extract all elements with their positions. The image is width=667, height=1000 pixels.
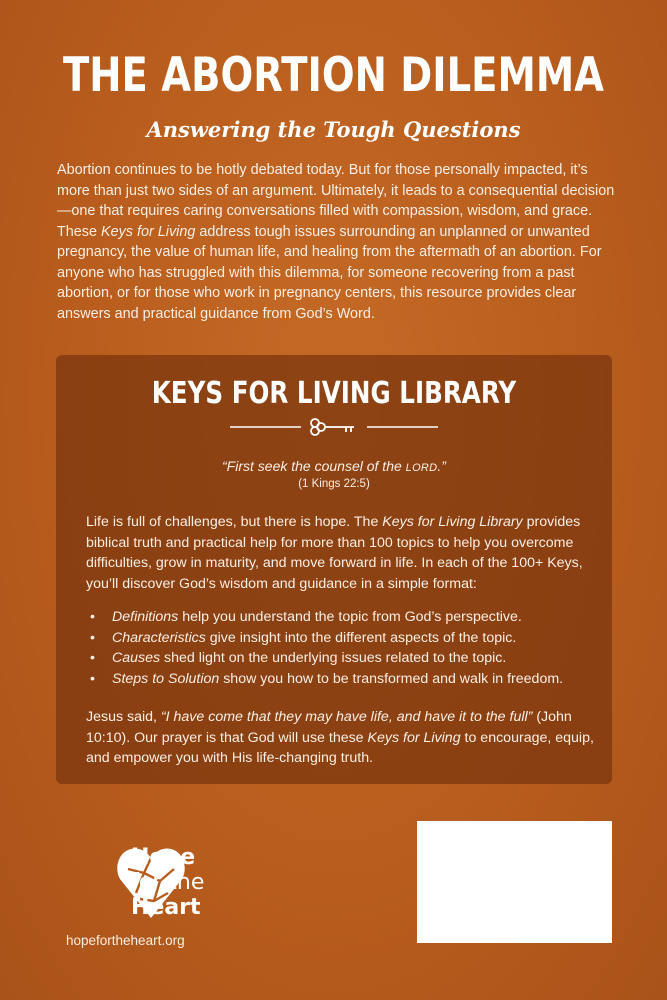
list-item-term: Definitions xyxy=(112,609,179,625)
brand-line-1: Hope xyxy=(131,845,196,870)
intro-emphasis: Keys for Living xyxy=(101,223,196,240)
library-title: KEYS FOR LIVING LIBRARY xyxy=(151,376,517,411)
closing-text-3: to encourage, equip, and empower you with His life-changing truth. xyxy=(86,729,594,766)
closing-paragraph xyxy=(86,707,606,769)
verse-quote xyxy=(56,457,612,477)
list-item-text: help you understand the topic from God’s perspective. xyxy=(178,609,522,625)
library-text-2: provides biblical truth and practical help for more than 100 topics to help you overcome difficulties, grow in maturity, and move forward in life. In each of the 100+ Keys, you’ll discover God’s wisdom and guidance in a simple format: xyxy=(86,514,583,592)
verse-lord: LORD xyxy=(405,462,438,474)
verse-text-end: .” xyxy=(437,458,446,474)
intro-text-1: Abortion continues to be hotly debated today. But for those personally impacted, it’s more than just two sides of an argument. Ultimately, it leads to a consequential decision—one that requires caring conversations filled with compassion, wisdom, and grace. These xyxy=(57,162,615,240)
closing-quote: “I have come that they may have life, and have it to the full” xyxy=(160,709,533,725)
list-item-term: Steps to Solution xyxy=(112,670,220,687)
list-item xyxy=(86,648,596,669)
list-item-term: Characteristics xyxy=(112,629,206,646)
closing-text-1: Jesus said, xyxy=(86,709,161,725)
verse-reference: (1 Kings 22:5) xyxy=(298,478,370,490)
key-ornament xyxy=(56,415,612,439)
list-item xyxy=(86,669,596,690)
list-item xyxy=(86,628,596,649)
bullet-icon: • xyxy=(90,629,95,646)
list-item-text: give insight into the different aspects of the topic. xyxy=(205,629,517,646)
website-link[interactable]: hopefortheheart.org xyxy=(66,933,185,948)
list-item xyxy=(86,607,596,628)
intro-paragraph xyxy=(57,160,617,324)
library-text-1: Life is full of challenges, but there is hope. The xyxy=(86,514,383,530)
closing-emphasis: Keys for Living xyxy=(367,729,461,746)
brand-line-3: Heart xyxy=(131,895,201,920)
list-item-text: shed light on the underlying issues related to the topic. xyxy=(160,650,507,666)
library-emphasis: Keys for Living Library xyxy=(382,514,523,530)
bullet-icon: • xyxy=(90,670,95,687)
book-subtitle: Answering the Tough Questions xyxy=(146,117,521,142)
verse-text-start: “First seek the counsel of the xyxy=(222,458,406,474)
library-description xyxy=(86,512,586,594)
list-item-text: show you how to be transformed and walk in freedom. xyxy=(219,670,564,687)
brand-line-2: for the xyxy=(131,870,205,895)
book-title: THE ABORTION DILEMMA xyxy=(62,48,605,103)
barcode-area xyxy=(417,821,612,943)
library-panel xyxy=(56,355,612,784)
intro-text-2: address tough issues surrounding an unplanned or unwanted pregnancy, the value of human life, and healing from the aftermath of an abortion. For anyone who has struggled with this dilemma, for someone recovering from a past abortion, or for those who work in pregnancy centers, this resource provides clear answers and practical guidance from God’s Word. xyxy=(57,223,602,322)
key-icon xyxy=(311,419,354,435)
brand-logo-text xyxy=(131,845,204,920)
bullet-icon: • xyxy=(90,609,95,625)
list-item-term: Causes xyxy=(112,650,161,666)
format-list xyxy=(86,607,596,689)
bullet-icon: • xyxy=(90,650,95,666)
closing-text-2: (John 10:10). Our prayer is that God will use these xyxy=(86,709,572,746)
